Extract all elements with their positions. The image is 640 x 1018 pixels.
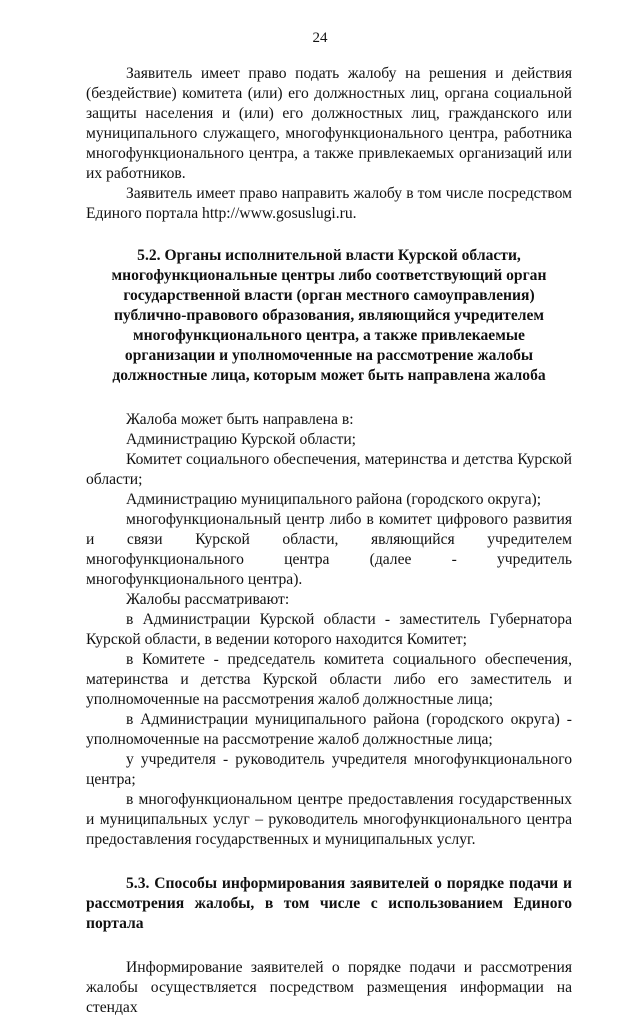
document-body — [86, 64, 572, 1018]
paragraph-informing: Информирование заявителей о порядке подачи и рассмотрения жалобы осуществляется посредством размещения информации на стендах — [86, 959, 572, 1016]
list-item-reviewer-mfc: в многофункциональном центре предоставления государственных и муниципальных услуг – руководитель многофункционального центра предоставления государственных и муниципальных услуг. — [86, 791, 572, 848]
list-item-reviewer-administration: в Администрации Курской области - заместитель Губернатора Курской области, в ведении которого находится Комитет; — [86, 611, 572, 648]
page-number: 24 — [312, 30, 328, 46]
list-item-administration: Администрацию Курской области; — [126, 431, 357, 448]
list-item-reviewer-municipal: в Администрации муниципального района (городского округа) - уполномоченные на рассмотрение жалоб должностные лица; — [86, 711, 572, 748]
paragraph-portal-complaint: Заявитель имеет право направить жалобу в том числе посредством Единого портала http://www.gosuslugi.ru. — [86, 185, 572, 222]
section-5-2-heading: 5.2. Органы исполнительной власти Курской области, многофункциональные центры либо соответствующий орган государственной власти (орган местного самоуправления) публично-правового образования, являющийся учредителем многофункционального центра, а также привлекаемые организации и уполномоченные на рассмотрение жалобы должностные лица, которым может быть направлена жалоба — [111, 247, 547, 384]
paragraph-complaint-to: Жалоба может быть направлена в: — [126, 411, 354, 428]
list-item-reviewer-committee: в Комитете - председатель комитета социального обеспечения, материнства и детства Курской области либо его заместитель и уполномоченные на рассмотрения жалоб должностные лица; — [86, 651, 572, 708]
list-item-municipal-administration: Администрацию муниципального района (городского округа); — [126, 491, 542, 508]
section-5-3-heading: 5.3. Способы информирования заявителей о порядке подачи и рассмотрения жалобы, в том числе с использованием Единого портала — [86, 875, 572, 932]
paragraph-reviewers: Жалобы рассматривают: — [126, 591, 290, 608]
list-item-reviewer-founder: у учредителя - руководитель учредителя многофункционального центра; — [86, 751, 572, 788]
list-item-committee: Комитет социального обеспечения, материнства и детства Курской области; — [86, 451, 572, 488]
paragraph-right-to-complain: Заявитель имеет право подать жалобу на решения и действия (бездействие) комитета (или) его должностных лиц, органа социальной защиты населения и (или) его должностных лиц, гражданского или муниципального служащего, многофункционального центра, работника многофункционального центра, а также привлекаемых организаций или их работников. — [86, 65, 572, 182]
list-item-mfc: многофункциональный центр либо в комитет цифрового развития и связи Курской области, являющийся учредителем многофункционального центра (далее - учредитель многофункционального центра). — [86, 511, 572, 588]
